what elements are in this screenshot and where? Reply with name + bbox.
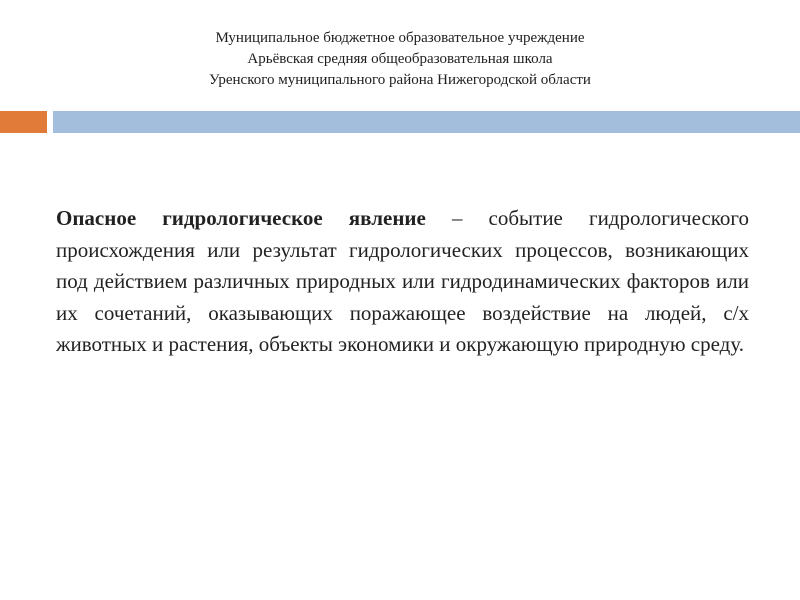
header-line-2: Арьёвская средняя общеобразовательная школа: [247, 51, 553, 67]
header-line-1: Муниципальное бюджетное образовательное учреждение: [215, 30, 585, 46]
school-header: [0, 28, 800, 91]
definition-paragraph: [56, 203, 749, 361]
accent-bar-blue: [53, 111, 800, 133]
definition-text: – событие гидрологического происхождения или результат гидрологических процессов, возникающих под действием различных природных или гидродинамических факторов или их сочетаний, оказывающих поражающее воздействие на людей, с/х животных и растения, объекты экономики и окружающую природную среду.: [56, 206, 749, 356]
definition-term: Опасное гидрологическое явление: [56, 206, 426, 230]
accent-bar-orange: [0, 111, 47, 133]
header-line-3: Уренского муниципального района Нижегородской области: [209, 72, 591, 88]
